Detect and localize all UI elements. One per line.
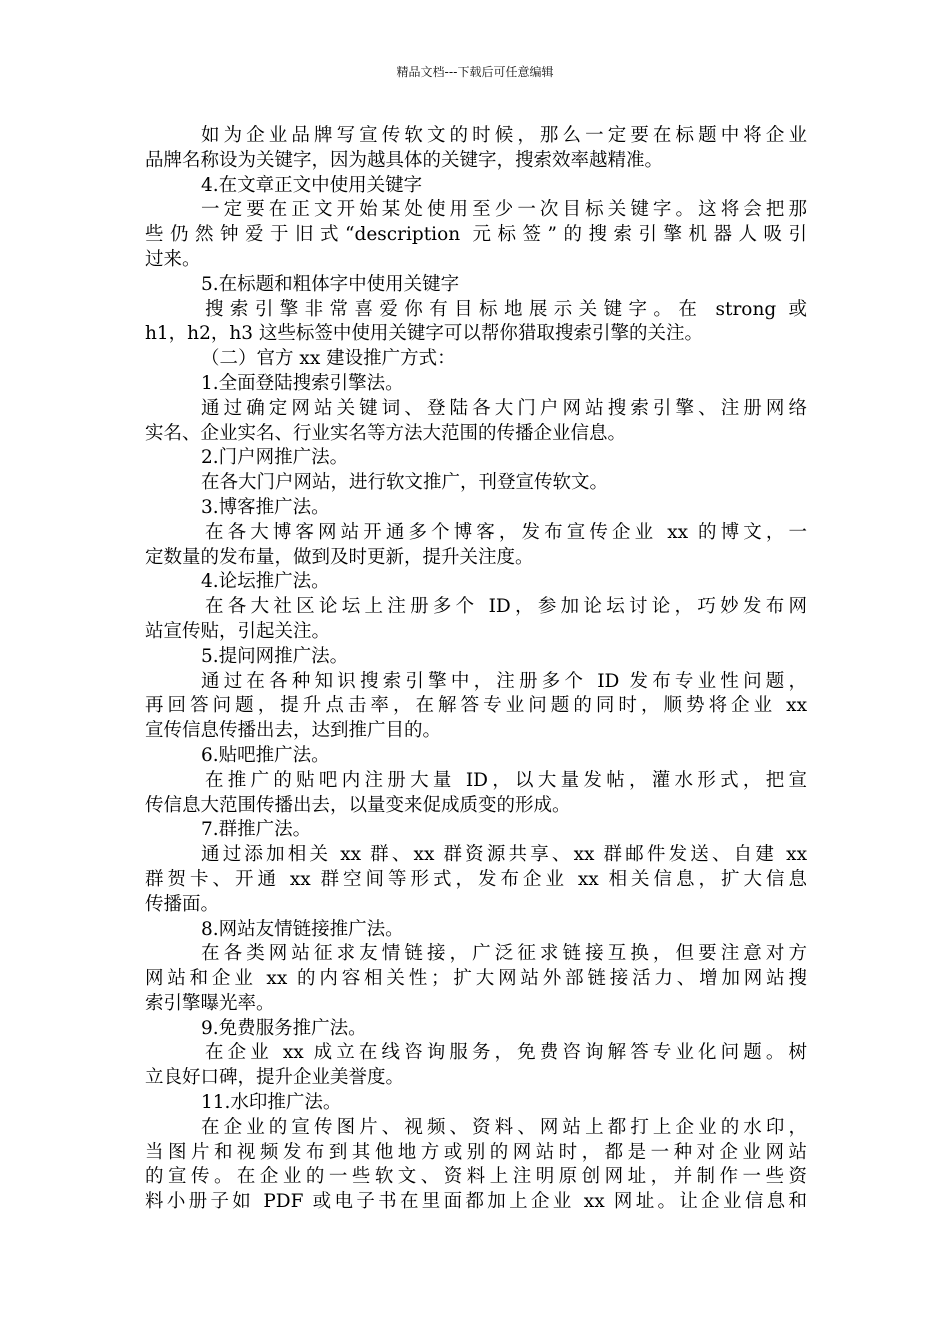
text-line: 在企业的宣传图片、视频、资料、网站上都打上企业的水印， (201, 1116, 807, 1138)
text-line: 在各类网站征求友情链接，广泛征求链接互换，但要注意对方 (201, 943, 807, 965)
text-line: 传信息大范围传播出去，以量变来促成质变的形成。 (145, 794, 571, 816)
text-line: 如为企业品牌写宣传软文的时候，那么一定要在标题中将企业 (201, 125, 807, 146)
text-line: 料小册子如 PDF 或电子书在里面都加上企业 xx 网址。让企业信息和 (145, 1191, 807, 1213)
text-line: 在推广的贴吧内注册大量 ID，以大量发帖，灌水形式，把宣 (205, 769, 807, 791)
text-line: 1.全面登陆搜索引擎法。 (201, 372, 404, 394)
text-line: 网站和企业 xx 的内容相关性；扩大网站外部链接活力、增加网站搜 (145, 968, 807, 990)
text-line: 在各大门户网站，进行软文推广，刊登宣传软文。 (201, 472, 609, 494)
text-line: 4.在文章正文中使用关键字 (201, 174, 423, 196)
text-line: 搜索引擎非常喜爱你有目标地展示关键字。在 strong 或 (205, 298, 807, 320)
text-line: 群贺卡、开通 xx 群空间等形式，发布企业 xx 相关信息，扩大信息 (145, 868, 807, 890)
text-line: （二）官方 xx 建设推广方式： (201, 348, 456, 370)
document-body (145, 124, 807, 1215)
text-line: 8.网站友情链接推广法。 (201, 918, 404, 940)
text-line: 一定要在正文开始某处使用至少一次目标关键字。这将会把那 (201, 199, 807, 221)
text-line: 立良好口碑，提升企业美誉度。 (145, 1067, 405, 1089)
text-line: 2.门户网推广法。 (201, 447, 349, 469)
text-line: 的宣传。在企业的一些软文、资料上注明原创网址，并制作一些资 (145, 1166, 807, 1188)
text-line: 在各大社区论坛上注册多个 ID，参加论坛讨论，巧妙发布网 (205, 596, 807, 618)
text-line: 定数量的发布量，做到及时更新，提升关注度。 (145, 546, 534, 568)
text-line: 再回答问题，提升点击率，在解答专业问题的同时，顺势将企业 xx (145, 695, 807, 717)
text-line: 索引擎曝光率。 (145, 992, 275, 1014)
text-line: 11.水印推广法。 (201, 1092, 342, 1114)
text-line: 9.免费服务推广法。 (201, 1017, 367, 1039)
text-line: 宣传信息传播出去，达到推广目的。 (145, 720, 442, 742)
page-header: 精品文档---下载后可任意编辑 (396, 65, 554, 79)
text-line: h1，h2，h3 这些标签中使用关键字可以帮你猎取搜索引擎的关注。 (145, 323, 703, 345)
text-line: 3.博客推广法。 (201, 496, 330, 518)
text-line: 品牌名称设为关键字，因为越具体的关键字，搜索效率越精准。 (145, 149, 664, 171)
text-line: 实名、企业实名、行业实名等方法大范围的传播企业信息。 (145, 422, 627, 444)
text-line: 站宣传贴，引起关注。 (145, 620, 331, 642)
text-line: 过来。 (145, 248, 201, 270)
text-line: 当图片和视频发布到其他地方或别的网站时，都是一种对企业网站 (145, 1141, 807, 1163)
text-line: 在企业 xx 成立在线咨询服务，免费咨询解答专业化问题。树 (205, 1042, 807, 1064)
text-line: 在各大博客网站开通多个博客，发布宣传企业 xx 的博文，一 (205, 521, 807, 543)
text-line: 5.在标题和粗体字中使用关键字 (201, 273, 460, 295)
text-line: 传播面。 (145, 893, 220, 915)
text-line: 5.提问网推广法。 (201, 645, 349, 667)
text-line: 些仍然钟爱于旧式“description 元标签”的搜索引擎机器人吸引 (145, 224, 807, 246)
text-line: 7.群推广法。 (201, 819, 312, 841)
text-line: 4.论坛推广法。 (201, 571, 330, 593)
text-line: 通过在各种知识搜索引擎中，注册多个 ID 发布专业性问题， (201, 670, 807, 692)
text-line: 通过添加相关 xx 群、xx 群资源共享、xx 群邮件发送、自建 xx (201, 844, 807, 866)
text-line: 通过确定网站关键词、登陆各大门户网站搜索引擎、注册网络 (201, 397, 807, 419)
text-line: 6.贴吧推广法。 (201, 744, 330, 766)
